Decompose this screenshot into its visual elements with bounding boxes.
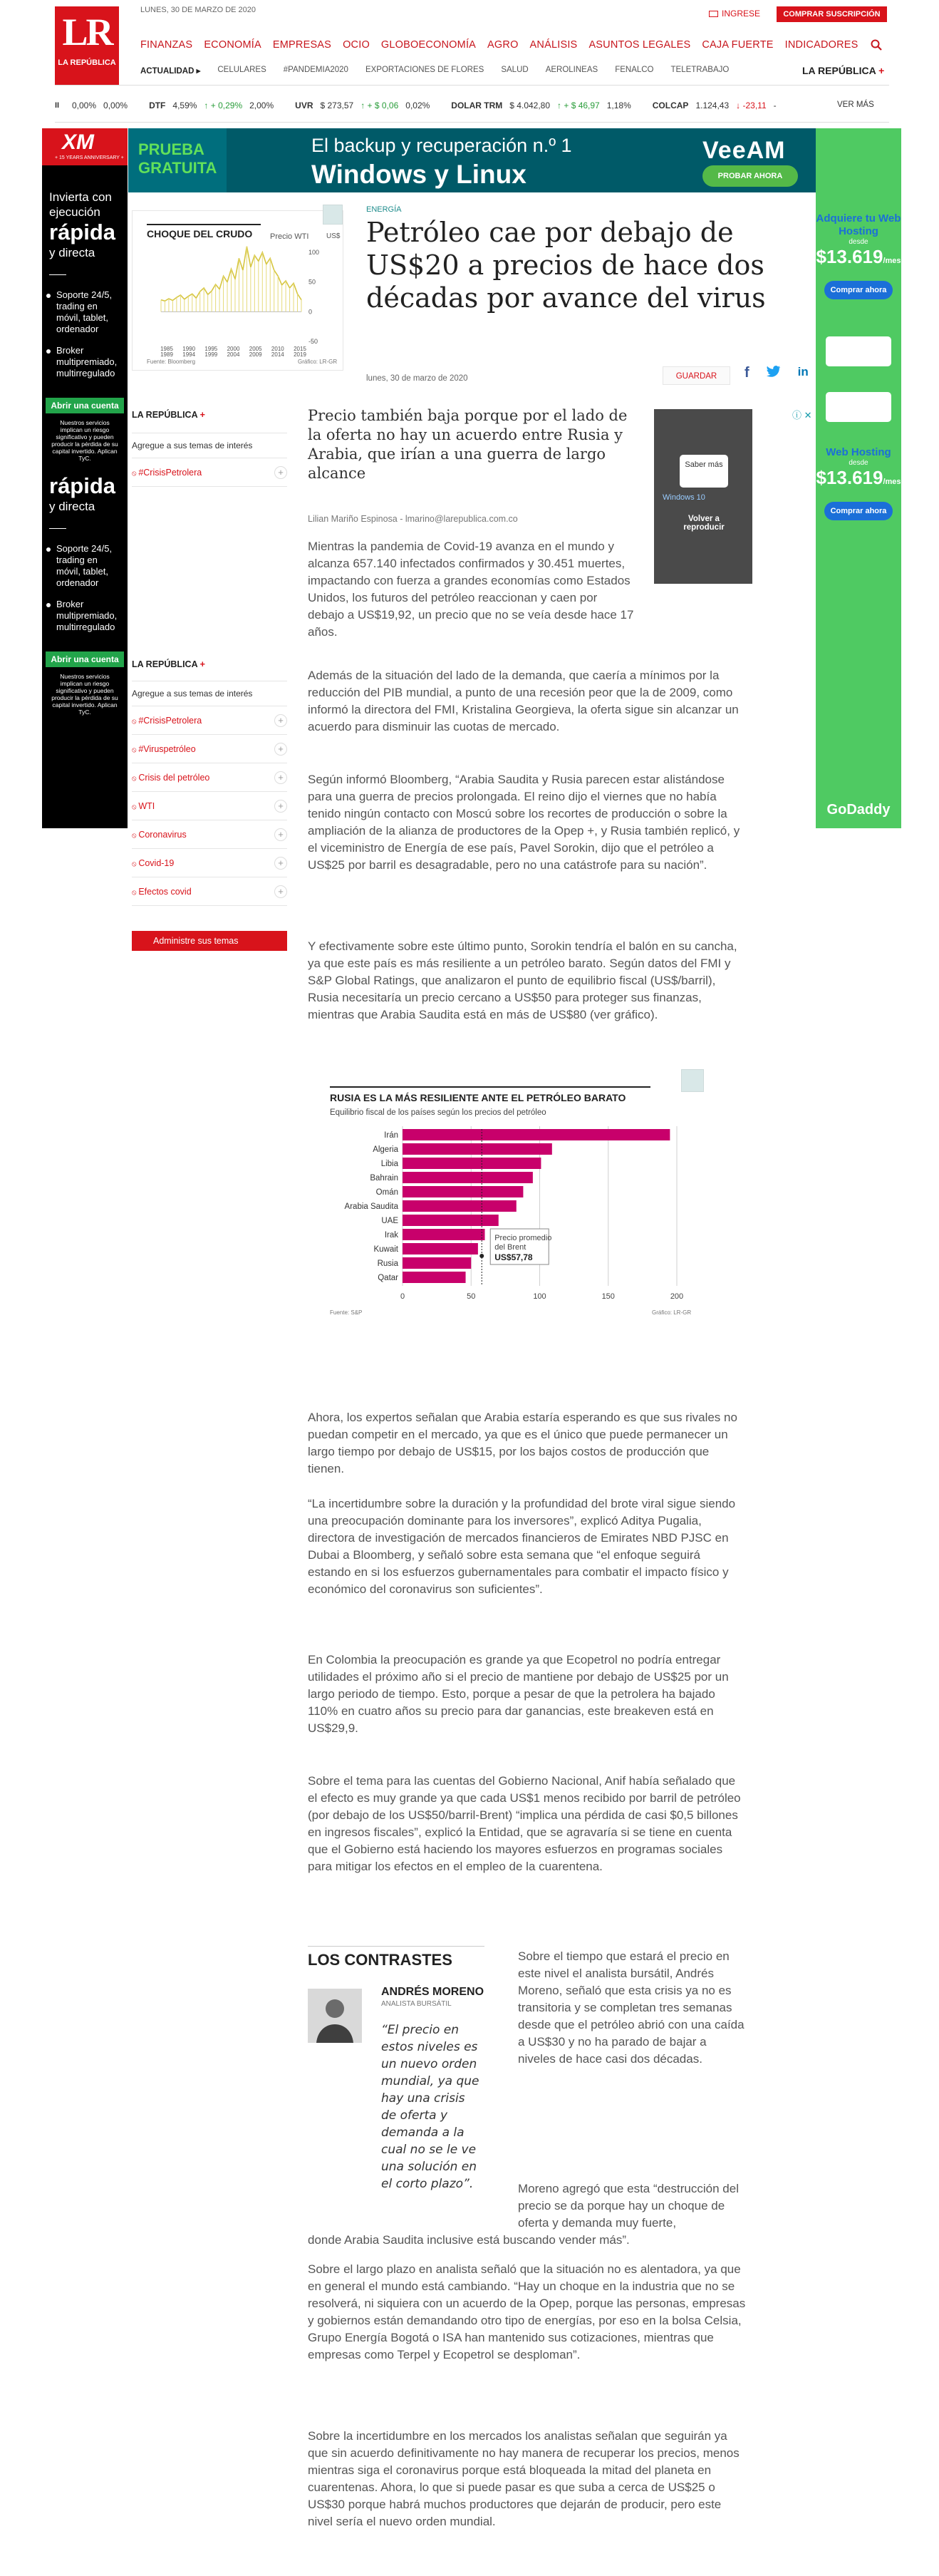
subnav-item[interactable]: FENALCO: [615, 66, 654, 74]
banner-cta[interactable]: PROBAR AHORA: [702, 165, 798, 187]
article-paragraph: [308, 538, 635, 641]
chart2-source: Fuente: S&P: [330, 1309, 363, 1316]
ticker-item: [451, 101, 638, 110]
article-paragraph: Moreno agregó que esta “destrucción del precio se da porque hay un choque de oferta y demanda muy fuerte,: [518, 2182, 739, 2230]
article-paragraph: Sobre la incertidumbre en los mercados los analistas señalan que seguirán ya que sin acuerdo definitivamente no hay manera de recuperar los precios, menos mientras siga el coronavirus porque está bloqueada la mitad del planeta en cuarentenas. Ahora, lo que si puede pasar es que suba a cerca de US$25 o US$30 porque habrá muchos productores que dejarán de producir, pero este nivel sería el nuevo orden mundial.: [308, 2429, 740, 2528]
ad-right-price-2: [816, 467, 901, 489]
chart1-x-tick: 1999: [204, 351, 218, 358]
godaddy-logo: GoDaddy: [826, 802, 891, 818]
topic-tag-left: [132, 773, 209, 783]
banner-free: PRUEBA GRATUITA: [128, 128, 227, 192]
topic-tag-label: Covid-19: [138, 857, 175, 868]
chart1-x-tick: 2000: [227, 346, 240, 352]
plus-symbol: +: [878, 65, 885, 76]
tag-icon: ⦸: [132, 831, 139, 840]
ticker-value: $ 4.042,80: [509, 101, 551, 110]
save-button[interactable]: GUARDAR: [663, 366, 730, 385]
chart1-x-tick: 1995: [204, 346, 218, 352]
ticker-change: ↑ + 0,29%: [204, 101, 243, 110]
chart2-category-label: Arabia Saudita: [344, 1202, 398, 1211]
article-paragraph: Según informó Bloomberg, “Arabia Saudita y Rusia parecen estar alistándose para una guerra de precios prolongada. El reino dijo el viernes que no había tenido ningún contacto con Moscú sobre los recortes de producción o sobre la ampliación de la alianza de productores de la Opep +, y Rusia también replicó, y el viceministro de Energía de ese país, Pavel Sorokin, dijo que el petróleo a US$25 por barril es desagradable, pero no una catástrofe para su nación”.: [308, 773, 740, 872]
chart1-x-tick: 1989: [160, 351, 173, 358]
twitter-icon[interactable]: [767, 365, 781, 378]
ad-left-cta[interactable]: Abrir una cuenta: [46, 398, 124, 413]
nav-item[interactable]: ANÁLISIS: [529, 39, 578, 51]
nav-item[interactable]: OCIO: [343, 39, 370, 51]
person-icon: [308, 1989, 362, 2043]
nav-item[interactable]: ECONOMÍA: [204, 39, 261, 51]
lr-plus-label: LA REPÚBLICA: [802, 65, 876, 76]
topic-tag[interactable]: [132, 849, 287, 877]
nav-item[interactable]: ASUNTOS LEGALES: [588, 39, 691, 51]
topic-tag-label: #CrisisPetrolera: [138, 715, 202, 726]
ad-left-big-text: rápida: [49, 220, 116, 244]
sidebar-topics-2: [132, 659, 287, 906]
topic-tag-label: #CrisisPetrolera: [138, 467, 202, 478]
chart1-y-tick: 0: [308, 308, 313, 316]
chart1-credit: Gráfico: LR-GR: [298, 359, 338, 365]
sidebar-head-label: LA REPÚBLICA: [132, 659, 198, 669]
add-topic-icon[interactable]: +: [274, 800, 287, 813]
topic-tag-left: [132, 887, 192, 897]
ticker-label: COLCAP: [652, 101, 689, 110]
chart1-x-tick: 2010: [271, 346, 284, 352]
sidebar-head: [132, 659, 287, 669]
ticker-change: ↑ + $ 0,06: [360, 101, 399, 110]
topic-tag-label: Efectos covid: [138, 886, 192, 897]
article-paragraph: “La incertidumbre sobre la duración y la profundidad del brote viral sigue siendo una preocupación dominante para los inversores”, explicó Aditya Pugalia, directora de investigación de mercados financieros de Emirates NBD PJSC en Dubai a Bloomberg, y señaló sobre esta semana que “el enfoque seguirá estando en si los esfuerzos gubernamentales para combatir el impacto físico y económico del coronavirus son suficientes”.: [308, 1497, 736, 1596]
topic-tag[interactable]: [132, 458, 287, 487]
ticker-first-a: 0,00%: [72, 101, 97, 110]
market-ticker: [55, 96, 889, 115]
chart1-x-tick: 2004: [227, 351, 240, 358]
ticker-label: DOLAR TRM: [451, 101, 503, 110]
video-ad-learn-more[interactable]: Saber más: [680, 455, 728, 488]
login-link[interactable]: [709, 9, 760, 19]
ticker-pct: 0,02%: [405, 101, 430, 110]
ad-right-title-2: Web Hosting: [826, 446, 891, 458]
topic-tag-label: WTI: [138, 800, 155, 811]
topic-tag[interactable]: [132, 735, 287, 763]
topic-tag-left: [132, 801, 155, 811]
chart2-category-label: Omán: [375, 1188, 398, 1197]
plus-symbol: +: [199, 659, 205, 669]
contrastes-rule: [308, 1946, 484, 1947]
article-section[interactable]: ENERGÍA: [366, 205, 402, 214]
chart2-category-label: Libia: [380, 1160, 398, 1168]
ticker-label: DTF: [149, 101, 166, 110]
article-deck: Precio también baja porque por el lado de la oferta no hay un acuerdo entre Rusia y Arabia, que irían a una guerra de largo alcance: [308, 407, 628, 482]
ad-left-warning: Nuestros servicios implican un riesgo significativo y pueden producir la pérdida de su capital invertido. Aplican TyC.: [51, 419, 118, 462]
contrastes-title: LOS CONTRASTES: [308, 1951, 452, 1969]
facebook-icon[interactable]: f: [745, 365, 749, 381]
chart2-bar: [403, 1143, 552, 1155]
chart1-x-tick: 1990: [182, 346, 196, 352]
subnav-item[interactable]: EXPORTACIONES DE FLORES: [365, 66, 484, 74]
chart1-x-tick: 1994: [182, 351, 196, 358]
nav-item[interactable]: AGRO: [487, 39, 519, 51]
topic-tag-left: [132, 830, 187, 840]
add-topic-icon[interactable]: +: [274, 466, 287, 479]
subscribe-button[interactable]: COMPRAR SUSCRIPCIÓN: [777, 6, 887, 22]
paragraph-text: Mientras la pandemia de Covid-19 avanza en el mundo y alcanza 657.140 infectados confirmados y 30.451 muertes, impactando con fuerza a grandes economías como Estados Unidos, los futuros del petróleo reaccionan y caen por debajo a US$19,92, un precio que no se veía desde hace 17 años.: [308, 540, 634, 639]
ticker-value: $ 273,57: [320, 101, 354, 110]
topic-tag-left: [132, 858, 174, 868]
ad-right-price-value-2: $13.619: [816, 467, 883, 488]
chart2-category-label: Kuwait: [373, 1245, 398, 1254]
article-title: Petróleo cae por debajo de US$20 a precios de hace dos décadas por avance del virus: [366, 217, 766, 314]
chart2-bar: [403, 1215, 499, 1226]
ad-xm-tag: + 15 YEARS ANNIVERSARY +: [55, 155, 124, 160]
chart2-category-label: UAE: [381, 1217, 398, 1225]
topic-tag-label: #Viruspetróleo: [138, 743, 196, 754]
chart2-bar: [403, 1172, 533, 1183]
chart2-category-label: Rusia: [377, 1259, 398, 1268]
chart2-bar: [403, 1186, 523, 1197]
linkedin-icon[interactable]: in: [797, 365, 809, 378]
video-ad[interactable]: [654, 409, 752, 584]
topic-tag[interactable]: [132, 820, 287, 849]
ad-left-divider: [49, 274, 66, 275]
ad-info-icon[interactable]: ⓘ ✕: [792, 410, 812, 421]
sidebar-head-label: LA REPÚBLICA: [132, 410, 198, 420]
ticker-item: [295, 101, 437, 110]
ticker-value: 4,59%: [172, 101, 197, 110]
chart2-bar: [403, 1200, 517, 1212]
add-topic-icon[interactable]: +: [274, 885, 287, 898]
manage-topics-button[interactable]: [132, 931, 287, 951]
chart2-subtitle: Equilibrio fiscal de los países según los precios del petróleo: [330, 1108, 546, 1117]
header-divider: [55, 85, 889, 86]
chart2-x-tick: 200: [670, 1292, 684, 1301]
veeam-banner-ad[interactable]: [128, 128, 816, 192]
chart1-y-tick: -50: [308, 338, 318, 345]
chart2-bar: [403, 1158, 541, 1169]
ad-right-title: Adquiere tu Web Hosting: [816, 212, 901, 237]
article-date: lunes, 30 de marzo de 2020: [366, 374, 468, 383]
nav-item[interactable]: GLOBOECONOMÍA: [380, 39, 477, 51]
banner-line1: El backup y recuperación n.º 1: [311, 135, 572, 156]
ad-left-cta-2[interactable]: Abrir una cuenta: [46, 651, 124, 667]
ticker-label: UVR: [295, 101, 313, 110]
article-paragraph: Sobre el largo plazo en analista señaló que la situación no es alentadora, ya que en general el mundo está cambiando. “Hay un choque en la industria que no se resolverá, ni siquiera con un acuerdo de la Opep, porque las personas, empresas y gobiernos están demandando otro tipo de energías, por eso en la bolsa Celsia, Grupo Energía Bogotá o ISA han mantenido sus cotizaciones, mientras que empresas como Terpel y Ecopetrol se desploman”.: [308, 2262, 746, 2361]
ad-left-bullet: Soporte 24/5, trading en móvil, tablet, ordenador: [42, 289, 128, 335]
tag-icon: ⦸: [132, 860, 139, 868]
chart2-title: RUSIA ES LA MÁS RESILIENTE ANTE EL PETRÓLEO BARATO: [330, 1092, 626, 1103]
nav-item[interactable]: FINANZAS: [140, 39, 193, 51]
ticker-change: ↑ + $ 46,97: [557, 101, 600, 110]
fiscal-breakeven-chart: [324, 1069, 704, 1367]
plus-symbol: +: [199, 410, 205, 420]
ad-left-divider: [49, 528, 66, 529]
ad-left-line1: Invierta con ejecución: [49, 190, 112, 219]
search-icon[interactable]: [871, 39, 882, 51]
sidebar-head: [132, 410, 287, 420]
ad-xm-brand: XM: [42, 128, 128, 165]
logo-name: LA REPÚBLICA: [58, 58, 116, 67]
topic-tag-label: Coronavirus: [138, 829, 187, 840]
ticker-items: [149, 101, 798, 110]
chart2-x-tick: 50: [467, 1292, 476, 1301]
chart1-plot: [133, 211, 344, 371]
ticker-change: ↓ -23,11: [736, 101, 767, 110]
chart2-credit: Gráfico: LR-GR: [652, 1309, 692, 1316]
ad-right-card: [826, 392, 891, 422]
chart1-x-tick: 2015: [294, 346, 306, 352]
header-date: LUNES, 30 DE MARZO DE 2020: [140, 6, 256, 14]
ticker-pct: -: [773, 101, 777, 110]
tag-icon: ⦸: [132, 803, 139, 811]
manage-topics-label: Administre sus temas: [153, 936, 239, 946]
tag-icon: ⦸: [132, 774, 139, 783]
chart1-x-tick: 2014: [271, 351, 284, 358]
tag-icon: ⦸: [132, 746, 139, 754]
ad-left-xm[interactable]: [42, 128, 128, 828]
subnav-item[interactable]: #PANDEMIA2020: [283, 66, 348, 74]
chart1-title: CHOQUE DEL CRUDO: [147, 228, 253, 239]
article-paragraph: Sobre el tema para las cuentas del Gobierno Nacional, Anif había señalado que el efecto es muy grande ya que cada US$1 menos recibido por barril de petróleo (por debajo de los US$50/barril-Brent) “implica una pérdida de casi $0,5 billones en ingresos fiscales”, explicó la Entidad, que se agravaría si se tiene en cuenta que el Gobierno está haciendo los mayores esfuerzos en programas sociales para mitigar los efectos en el empleo de la cuarentena.: [308, 1774, 741, 1873]
ad-left-line2: y directa: [49, 246, 95, 259]
ad-left-bullet: Broker multipremiado, multirregulado: [42, 599, 128, 633]
chart2-category-label: Bahrain: [370, 1174, 398, 1183]
chart1-legend: Precio WTI: [270, 232, 309, 241]
chart2-x-tick: 100: [533, 1292, 546, 1301]
login-label: INGRESE: [722, 9, 761, 19]
chart2-bar: [403, 1257, 471, 1269]
chart2-bar: [403, 1129, 670, 1140]
chart2-plot: [324, 1069, 704, 1367]
chart2-category-label: Irán: [384, 1131, 398, 1140]
article-paragraph: Sobre el tiempo que estará el precio en este nivel el analista bursátil, Andrés Moreno, señaló que esta crisis ya no es transitoria y se completan tres semanas desde que el petróleo abrió con una caída a US$30 y no ha parado de bajar a niveles de hace casi dos décadas.: [518, 1949, 745, 2066]
sidebar-tag-list-2: [132, 706, 287, 906]
ad-right-card: [826, 336, 891, 366]
subnav-item[interactable]: TELETRABAJO: [670, 66, 730, 74]
banner-line2: Windows y Linux: [311, 160, 526, 189]
main-nav: [140, 39, 870, 51]
sidebar-tag-list-1: [132, 458, 287, 487]
article-author: Lilian Mariño Espinosa - lmarino@larepublica.com.co: [308, 514, 518, 524]
avatar: [308, 1989, 362, 2043]
article-paragraph: donde Arabia Saudita inclusive está buscando vender más”.: [308, 2233, 630, 2247]
chart2-category-label: Qatar: [378, 1274, 398, 1282]
ad-right-desde: desde: [849, 238, 868, 246]
tag-icon: ⦸: [132, 888, 139, 897]
ad-left-big-2: [42, 473, 128, 499]
topic-tag-label: Crisis del petróleo: [138, 772, 210, 783]
chart1-x-tick: 2005: [249, 346, 262, 352]
topic-tag[interactable]: [132, 706, 287, 735]
chart1-x-tick: 2019: [294, 351, 306, 358]
nav-item[interactable]: CAJA FUERTE: [702, 39, 774, 51]
ad-right-buy-button[interactable]: Comprar ahora: [824, 281, 893, 299]
article-paragraph: En Colombia la preocupación es grande ya que Ecopetrol no podría entregar utilidades el próximo año si el precio de mantiene por debajo de US$25 por un largo periodo de tiempo. Esto, porque a pesar de que la petrolera ha bajado 110% en cuatro años su precio para dar ganancias, este breakeven está en US$29,9.: [308, 1653, 729, 1735]
subnav-item[interactable]: ACTUALIDAD ▸: [140, 67, 201, 76]
ticker-divider: [55, 122, 889, 123]
add-topic-icon[interactable]: +: [274, 743, 287, 756]
topic-tag-left: [132, 716, 202, 726]
oil-price-chart: [132, 210, 343, 371]
article-paragraph: Ahora, los expertos señalan que Arabia estaría esperando es que sus rivales no puedan competir en el mercado, ya que es el único que puede permanecer un largo tiempo por debajo de US$15, por los bajos costos de producción que tienen.: [308, 1411, 737, 1475]
windows-logo: Windows 10: [663, 493, 705, 502]
ticker-first: [72, 101, 135, 110]
chart1-y-tick: 100: [308, 249, 320, 256]
ticker-item: [653, 101, 784, 110]
chart2-brent-marker: [479, 1254, 484, 1258]
ad-right-per-2: /mes: [883, 478, 901, 486]
tag-icon: ⦸: [132, 717, 139, 726]
chart2-x-tick: 0: [400, 1292, 405, 1301]
topic-tag-left: [132, 744, 196, 754]
add-topic-icon[interactable]: +: [274, 857, 287, 870]
ticker-item: [149, 101, 281, 110]
article-paragraph: Y efectivamente sobre este último punto, Sorokin tendría el balón en su cancha, ya que este país es más resiliente a un petróleo barato. Según datos del FMI y S&P Global Ratings, que analizaron el punto de equilibrio fiscal (US$/barril), Rusia necesitaría un precio cercano a US$50 para proteger sus finanzas, mientras que Arabia Saudita está en más de US$80 (ver gráfico).: [308, 939, 737, 1021]
subnav-item[interactable]: AEROLINEAS: [545, 66, 598, 74]
lr-plus-link[interactable]: [802, 65, 884, 76]
ad-right-desde-2: desde: [849, 459, 868, 467]
quote-author-role: ANALISTA BURSÁTIL: [381, 2000, 452, 2008]
chart2-category-label: Irak: [384, 1231, 398, 1240]
site-logo[interactable]: [55, 6, 119, 85]
chart1-x-tick: 2009: [249, 351, 262, 358]
ticker-first-b: 0,00%: [103, 101, 128, 110]
topic-tag[interactable]: [132, 877, 287, 906]
pull-quote: “El precio en estos niveles es un nuevo orden mundial, ya que hay una crisis de oferta y demanda a la cual no se le ve una solución en el corto plazo”.: [381, 2023, 479, 2191]
sub-nav: [140, 66, 746, 76]
video-ad-replay[interactable]: Volver a reproducir: [683, 515, 725, 532]
chart2-annotation-label: Precio promedio: [494, 1234, 552, 1242]
social-share: [745, 365, 809, 381]
nav-item[interactable]: EMPRESAS: [272, 39, 332, 51]
ticker-more-link[interactable]: VER MÁS: [837, 101, 874, 109]
mail-icon: [709, 11, 718, 17]
ticker-value: 1.124,43: [695, 101, 730, 110]
chart2-annotation-value: US$57,78: [494, 1252, 533, 1262]
ticker-pct: 1,18%: [606, 101, 631, 110]
chart1-x-tick: 1985: [160, 346, 173, 352]
topic-tag[interactable]: [132, 792, 287, 820]
pause-icon[interactable]: II: [55, 101, 60, 110]
topic-tag-left: [132, 468, 202, 478]
article-paragraph: Además de la situación del lado de la demanda, que caería a mínimos por la reducción del PIB mundial, a punto de una recesión peor que la de 2009, como informó la directora del FMI, Kristalina Georgieva, la oferta sigue sin alcanzar un acuerdo para disminuir las cuotas de mercado.: [308, 669, 739, 733]
chart2-bar: [403, 1272, 466, 1283]
ad-right-godaddy[interactable]: [816, 128, 901, 828]
ad-left-bullet: Broker multipremiado, multirregulado: [42, 345, 128, 379]
chart1-source: Fuente: Bloomberg: [147, 359, 196, 365]
ad-right-buy-button-2[interactable]: Comprar ahora: [824, 502, 893, 520]
add-topic-icon[interactable]: +: [274, 828, 287, 841]
quote-author-name: ANDRÉS MORENO: [381, 1986, 484, 1998]
logo-letters: LR: [62, 11, 112, 53]
ad-left-big: [42, 220, 128, 245]
ad-left-line2-2: y directa: [49, 500, 95, 513]
tag-icon: ⦸: [132, 469, 139, 478]
ad-left-big-text-2: rápida: [49, 473, 116, 498]
ad-right-price-value: $13.619: [816, 246, 883, 267]
sidebar-add-label: Agregue a sus temas de interés: [132, 433, 287, 450]
add-topic-icon[interactable]: +: [274, 714, 287, 727]
ad-left-bullet: Soporte 24/5, trading en móvil, tablet, ordenador: [42, 543, 128, 589]
chart1-unit: US$: [326, 232, 341, 240]
chart2-annotation-label: del Brent: [494, 1243, 526, 1252]
nav-item[interactable]: INDICADORES: [784, 39, 858, 51]
subnav-item[interactable]: CELULARES: [217, 66, 266, 74]
ad-right-price: [816, 246, 901, 268]
expand-icon[interactable]: [681, 1069, 704, 1092]
ticker-pct: 2,00%: [249, 101, 274, 110]
add-topic-icon[interactable]: +: [274, 771, 287, 784]
veeam-logo: VeeAM: [702, 137, 786, 164]
sidebar-add-label: Agregue a sus temas de interés: [132, 681, 287, 699]
chart2-bar: [403, 1229, 485, 1240]
topic-tag[interactable]: [132, 763, 287, 792]
chart1-y-tick: 50: [308, 278, 316, 286]
chart2-bar: [403, 1243, 478, 1254]
ad-right-per: /mes: [883, 257, 901, 265]
chart2-title-rule: [330, 1086, 650, 1088]
chart2-x-tick: 150: [601, 1292, 615, 1301]
ad-left-warning-2: Nuestros servicios implican un riesgo significativo y pueden producir la pérdida de su capital invertido. Aplican TyC.: [51, 673, 118, 716]
subnav-item[interactable]: SALUD: [501, 66, 529, 74]
chart2-category-label: Algeria: [373, 1145, 398, 1154]
sidebar-topics-1: [132, 410, 287, 487]
